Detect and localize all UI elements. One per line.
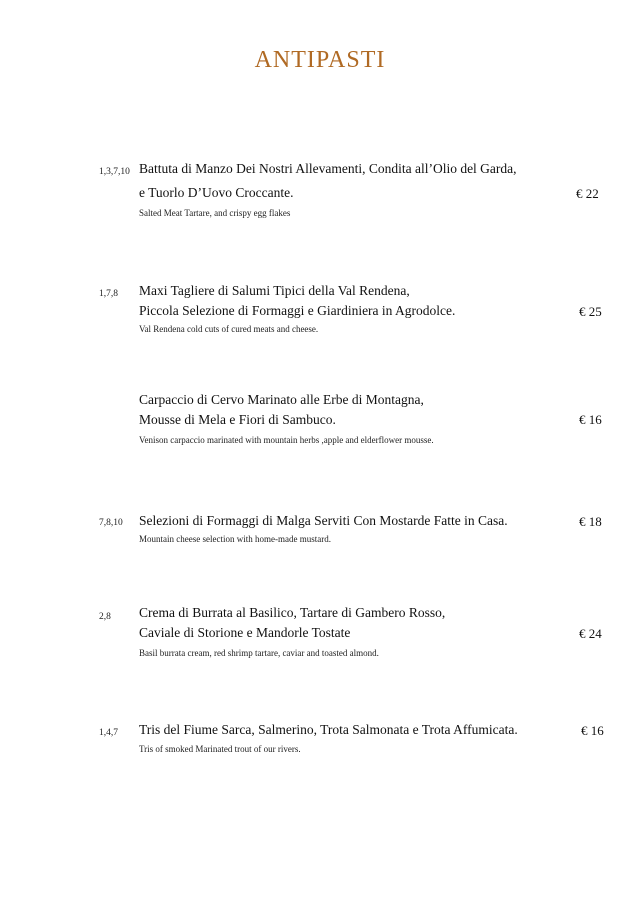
- page-title: ANTIPASTI: [254, 47, 386, 73]
- dish-name-line: Mousse di Mela e Fiori di Sambuco.: [139, 412, 336, 427]
- dish-price: € 25: [579, 304, 602, 319]
- dish-name-line: Maxi Tagliere di Salumi Tipici della Val Rendena,: [139, 283, 410, 298]
- dish-description: Salted Meat Tartare, and crispy egg flakes: [139, 208, 291, 218]
- allergen-codes: 7,8,10: [99, 518, 123, 528]
- dish-description: Val Rendena cold cuts of cured meats and cheese.: [139, 324, 319, 334]
- dish-name-line: Tris del Fiume Sarca, Salmerino, Trota Salmonata e Trota Affumicata.: [139, 722, 518, 737]
- allergen-codes: 1,3,7,10: [99, 167, 130, 177]
- dish-name-line: Caviale di Storione e Mandorle Tostate: [139, 625, 351, 640]
- dish-name-line: Battuta di Manzo Dei Nostri Allevamenti, Condita all’Olio del Garda,: [139, 161, 517, 176]
- dish-name-line: Carpaccio di Cervo Marinato alle Erbe di Montagna,: [139, 392, 424, 407]
- dish-description: Basil burrata cream, red shrimp tartare, caviar and toasted almond.: [139, 648, 379, 658]
- dish-name-line: Piccola Selezione di Formaggi e Giardiniera in Agrodolce.: [139, 303, 456, 318]
- dish-name-line: Selezioni di Formaggi di Malga Serviti Con Mostarde Fatte in Casa.: [139, 513, 508, 528]
- dish-price: € 16: [581, 723, 604, 738]
- dish-name-line: e Tuorlo D’Uovo Croccante.: [139, 185, 294, 200]
- dish-price: € 24: [579, 626, 602, 641]
- dish-price: € 18: [579, 514, 602, 529]
- dish-name-line: Crema di Burrata al Basilico, Tartare di Gambero Rosso,: [139, 605, 446, 620]
- allergen-codes: 2,8: [99, 612, 111, 622]
- dish-description: Venison carpaccio marinated with mountain herbs ,apple and elderflower mousse.: [139, 435, 434, 445]
- dish-description: Tris of smoked Marinated trout of our rivers.: [139, 744, 301, 754]
- dish-description: Mountain cheese selection with home-made mustard.: [139, 534, 331, 544]
- allergen-codes: 1,7,8: [99, 289, 118, 299]
- dish-price: € 22: [576, 186, 599, 201]
- dish-price: € 16: [579, 412, 602, 427]
- allergen-codes: 1,4,7: [99, 728, 118, 738]
